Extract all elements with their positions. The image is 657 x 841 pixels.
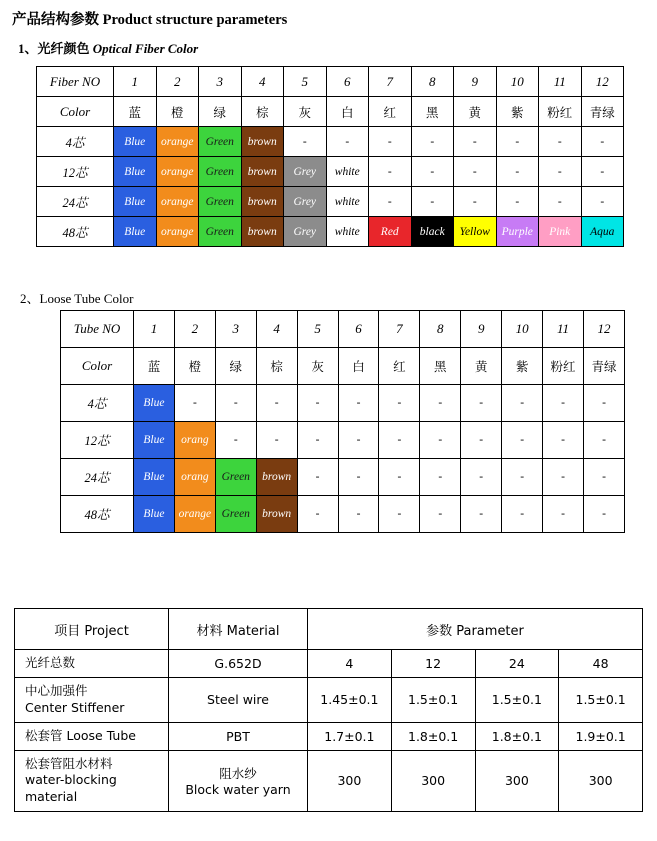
column-header-number: 2	[174, 311, 215, 348]
table-row	[37, 127, 624, 157]
color-swatch-cell: -	[379, 385, 420, 422]
color-swatch-cell: -	[379, 422, 420, 459]
color-name-cn: 黄	[454, 97, 497, 127]
color-swatch-cell: Green	[199, 127, 242, 157]
color-swatch-cell: Yellow	[454, 217, 497, 247]
color-swatch-cell: -	[297, 496, 338, 533]
color-swatch-cell: -	[461, 422, 502, 459]
section-title-fiber-cn: 光纤颜色	[37, 41, 90, 56]
color-name-cn: 白	[326, 97, 369, 127]
cell-parameter-value: 300	[308, 750, 392, 812]
loose-tube-color-table-body	[61, 311, 625, 533]
column-header-number: 9	[461, 311, 502, 348]
color-swatch-cell: -	[215, 422, 256, 459]
color-name-cn: 青绿	[583, 348, 624, 385]
color-swatch-cell: -	[369, 127, 412, 157]
color-name-cn: 棕	[256, 348, 297, 385]
row-header-fiber-count: 48芯	[61, 496, 134, 533]
color-swatch-cell: -	[581, 157, 624, 187]
table-row	[15, 750, 643, 812]
cell-parameter-value: 1.5±0.1	[475, 677, 559, 722]
cell-parameter-value: 300	[391, 750, 475, 812]
color-swatch-cell: -	[502, 496, 543, 533]
color-swatch-cell: -	[284, 127, 327, 157]
color-swatch-cell: -	[411, 187, 454, 217]
page-title-cn: 产品结构参数	[12, 12, 99, 28]
color-swatch-cell: -	[543, 422, 584, 459]
color-name-cn: 红	[379, 348, 420, 385]
cell-parameter-value: 1.8±0.1	[475, 722, 559, 750]
table-row	[61, 496, 625, 533]
color-swatch-cell: -	[215, 385, 256, 422]
column-header-number: 3	[199, 67, 242, 97]
color-swatch-cell: -	[420, 459, 461, 496]
column-header-number: 6	[326, 67, 369, 97]
color-swatch-cell: -	[583, 385, 624, 422]
color-swatch-cell: -	[461, 459, 502, 496]
color-swatch-cell: -	[583, 422, 624, 459]
section-heading-tube-color	[20, 288, 133, 307]
color-name-cn: 白	[338, 348, 379, 385]
cell-parameter-value: 4	[308, 650, 392, 678]
fiber-color-table-body	[37, 67, 624, 247]
section-heading-fiber-color	[18, 38, 198, 57]
color-name-cn: 蓝	[134, 348, 175, 385]
row-header-fiber-count: 24芯	[37, 187, 114, 217]
color-name-cn: 黑	[411, 97, 454, 127]
color-swatch-cell: Grey	[284, 187, 327, 217]
color-swatch-cell: Grey	[284, 217, 327, 247]
column-header-number: 4	[256, 311, 297, 348]
color-swatch-cell: -	[297, 459, 338, 496]
color-swatch-cell: orange	[156, 127, 199, 157]
fiber-color-table	[36, 66, 624, 247]
color-swatch-cell: -	[539, 187, 582, 217]
color-swatch-cell: -	[326, 127, 369, 157]
column-header-number: 8	[411, 67, 454, 97]
color-swatch-cell: -	[539, 157, 582, 187]
color-swatch-cell: -	[420, 496, 461, 533]
color-swatch-cell: Purple	[496, 217, 539, 247]
cell-material: 阻水纱 Block water yarn	[169, 750, 308, 812]
color-swatch-cell: orang	[174, 422, 215, 459]
table-row	[37, 67, 624, 97]
table-row	[37, 217, 624, 247]
cell-parameter-value: 300	[559, 750, 643, 812]
color-swatch-cell: Red	[369, 217, 412, 247]
column-header-no: Tube NO	[61, 311, 134, 348]
color-swatch-cell: brown	[256, 496, 297, 533]
column-header-number: 1	[114, 67, 157, 97]
color-swatch-cell: -	[543, 496, 584, 533]
cell-parameter-value: 12	[391, 650, 475, 678]
color-swatch-cell: -	[411, 127, 454, 157]
color-swatch-cell: -	[496, 187, 539, 217]
color-name-cn: 紫	[496, 97, 539, 127]
table-row	[15, 609, 643, 650]
color-swatch-cell: -	[420, 422, 461, 459]
table-row	[61, 459, 625, 496]
table-row	[37, 97, 624, 127]
color-swatch-cell: -	[338, 385, 379, 422]
color-swatch-cell: Blue	[114, 127, 157, 157]
row-header-fiber-count: 24芯	[61, 459, 134, 496]
color-swatch-cell: -	[461, 496, 502, 533]
column-header-number: 1	[134, 311, 175, 348]
color-swatch-cell: -	[454, 187, 497, 217]
color-swatch-cell: -	[461, 385, 502, 422]
color-swatch-cell: Green	[215, 496, 256, 533]
column-header-number: 10	[502, 311, 543, 348]
color-swatch-cell: Green	[199, 157, 242, 187]
color-name-cn: 蓝	[114, 97, 157, 127]
color-swatch-cell: -	[256, 385, 297, 422]
color-name-cn: 紫	[502, 348, 543, 385]
column-header-number: 4	[241, 67, 284, 97]
cell-project: 松套管 Loose Tube	[15, 722, 169, 750]
page-title-en: Product structure parameters	[99, 12, 288, 28]
color-swatch-cell: -	[297, 385, 338, 422]
column-header-number: 10	[496, 67, 539, 97]
section-index-2: 2、	[20, 291, 40, 306]
color-swatch-cell: orange	[156, 157, 199, 187]
cell-material: Steel wire	[169, 677, 308, 722]
color-swatch-cell: -	[496, 127, 539, 157]
color-swatch-cell: white	[326, 187, 369, 217]
cell-project: 光纤总数	[15, 650, 169, 678]
color-swatch-cell: Pink	[539, 217, 582, 247]
row-header-color: Color	[61, 348, 134, 385]
color-swatch-cell: -	[543, 459, 584, 496]
color-swatch-cell: -	[379, 459, 420, 496]
column-header-number: 11	[539, 67, 582, 97]
color-swatch-cell: Aqua	[581, 217, 624, 247]
row-header-color: Color	[37, 97, 114, 127]
table-row	[37, 157, 624, 187]
column-header-project: 项目 Project	[15, 609, 169, 650]
cell-parameter-value: 1.8±0.1	[391, 722, 475, 750]
table-row	[61, 422, 625, 459]
color-swatch-cell: -	[420, 385, 461, 422]
loose-tube-color-table	[60, 310, 625, 533]
table-row	[61, 385, 625, 422]
color-swatch-cell: Blue	[134, 459, 175, 496]
parameters-table-body	[15, 609, 643, 812]
color-name-cn: 黑	[420, 348, 461, 385]
table-row	[37, 187, 624, 217]
section-index-1: 1、	[18, 41, 38, 56]
color-swatch-cell: -	[583, 459, 624, 496]
color-swatch-cell: -	[581, 187, 624, 217]
color-swatch-cell: orange	[156, 217, 199, 247]
color-name-cn: 橙	[156, 97, 199, 127]
cell-project: 中心加强件 Center Stiffener	[15, 677, 169, 722]
color-swatch-cell: Grey	[284, 157, 327, 187]
column-header-number: 8	[420, 311, 461, 348]
color-swatch-cell: Green	[199, 187, 242, 217]
color-swatch-cell: -	[379, 496, 420, 533]
color-swatch-cell: -	[496, 157, 539, 187]
table-row	[15, 650, 643, 678]
color-name-cn: 橙	[174, 348, 215, 385]
color-swatch-cell: orang	[174, 459, 215, 496]
table-row	[61, 311, 625, 348]
color-swatch-cell: white	[326, 157, 369, 187]
color-swatch-cell: white	[326, 217, 369, 247]
column-header-material: 材料 Material	[169, 609, 308, 650]
color-swatch-cell: Green	[215, 459, 256, 496]
color-name-cn: 灰	[297, 348, 338, 385]
table-row	[61, 348, 625, 385]
color-swatch-cell: black	[411, 217, 454, 247]
color-swatch-cell: -	[539, 127, 582, 157]
color-name-cn: 粉红	[543, 348, 584, 385]
column-header-number: 11	[543, 311, 584, 348]
section-title-tube: Loose Tube Color	[39, 291, 134, 306]
color-name-cn: 绿	[199, 97, 242, 127]
color-swatch-cell: orange	[156, 187, 199, 217]
cell-parameter-value: 1.45±0.1	[308, 677, 392, 722]
color-swatch-cell: -	[583, 496, 624, 533]
page-title	[12, 8, 287, 29]
table-row	[15, 722, 643, 750]
color-swatch-cell: -	[454, 157, 497, 187]
row-header-fiber-count: 12芯	[37, 157, 114, 187]
color-swatch-cell: -	[338, 459, 379, 496]
column-header-number: 7	[369, 67, 412, 97]
cell-material: G.652D	[169, 650, 308, 678]
section-title-fiber-en: Optical Fiber Color	[92, 41, 199, 56]
color-name-cn: 青绿	[581, 97, 624, 127]
row-header-fiber-count: 12芯	[61, 422, 134, 459]
parameters-table	[14, 608, 643, 812]
color-swatch-cell: Green	[199, 217, 242, 247]
cell-parameter-value: 24	[475, 650, 559, 678]
color-swatch-cell: Blue	[134, 422, 175, 459]
cell-parameter-value: 1.5±0.1	[391, 677, 475, 722]
color-swatch-cell: brown	[256, 459, 297, 496]
color-name-cn: 粉红	[539, 97, 582, 127]
column-header-number: 5	[284, 67, 327, 97]
color-swatch-cell: -	[502, 459, 543, 496]
color-swatch-cell: -	[411, 157, 454, 187]
table-row	[15, 677, 643, 722]
color-swatch-cell: brown	[241, 157, 284, 187]
color-swatch-cell: -	[454, 127, 497, 157]
row-header-fiber-count: 4芯	[61, 385, 134, 422]
color-swatch-cell: -	[502, 385, 543, 422]
cell-parameter-value: 1.5±0.1	[559, 677, 643, 722]
column-header-number: 6	[338, 311, 379, 348]
color-swatch-cell: -	[297, 422, 338, 459]
color-swatch-cell: orange	[174, 496, 215, 533]
column-header-parameter: 参数 Parameter	[308, 609, 643, 650]
color-swatch-cell: Blue	[114, 157, 157, 187]
color-swatch-cell: -	[369, 157, 412, 187]
color-name-cn: 棕	[241, 97, 284, 127]
color-swatch-cell: -	[502, 422, 543, 459]
row-header-fiber-count: 48芯	[37, 217, 114, 247]
color-name-cn: 红	[369, 97, 412, 127]
color-swatch-cell: -	[543, 385, 584, 422]
column-header-number: 3	[215, 311, 256, 348]
color-swatch-cell: Blue	[114, 187, 157, 217]
color-swatch-cell: -	[174, 385, 215, 422]
color-swatch-cell: brown	[241, 187, 284, 217]
color-swatch-cell: brown	[241, 127, 284, 157]
cell-material: PBT	[169, 722, 308, 750]
color-swatch-cell: Blue	[134, 496, 175, 533]
color-swatch-cell: -	[581, 127, 624, 157]
cell-parameter-value: 48	[559, 650, 643, 678]
cell-parameter-value: 300	[475, 750, 559, 812]
column-header-number: 12	[581, 67, 624, 97]
cell-project: 松套管阻水材料 water-blocking material	[15, 750, 169, 812]
cell-parameter-value: 1.7±0.1	[308, 722, 392, 750]
color-swatch-cell: Blue	[114, 217, 157, 247]
column-header-number: 5	[297, 311, 338, 348]
color-name-cn: 灰	[284, 97, 327, 127]
color-name-cn: 绿	[215, 348, 256, 385]
color-swatch-cell: -	[256, 422, 297, 459]
color-swatch-cell: brown	[241, 217, 284, 247]
column-header-number: 9	[454, 67, 497, 97]
cell-parameter-value: 1.9±0.1	[559, 722, 643, 750]
color-swatch-cell: -	[338, 422, 379, 459]
color-name-cn: 黄	[461, 348, 502, 385]
column-header-number: 2	[156, 67, 199, 97]
column-header-number: 7	[379, 311, 420, 348]
column-header-no: Fiber NO	[37, 67, 114, 97]
color-swatch-cell: -	[338, 496, 379, 533]
row-header-fiber-count: 4芯	[37, 127, 114, 157]
color-swatch-cell: -	[369, 187, 412, 217]
column-header-number: 12	[583, 311, 624, 348]
color-swatch-cell: Blue	[134, 385, 175, 422]
